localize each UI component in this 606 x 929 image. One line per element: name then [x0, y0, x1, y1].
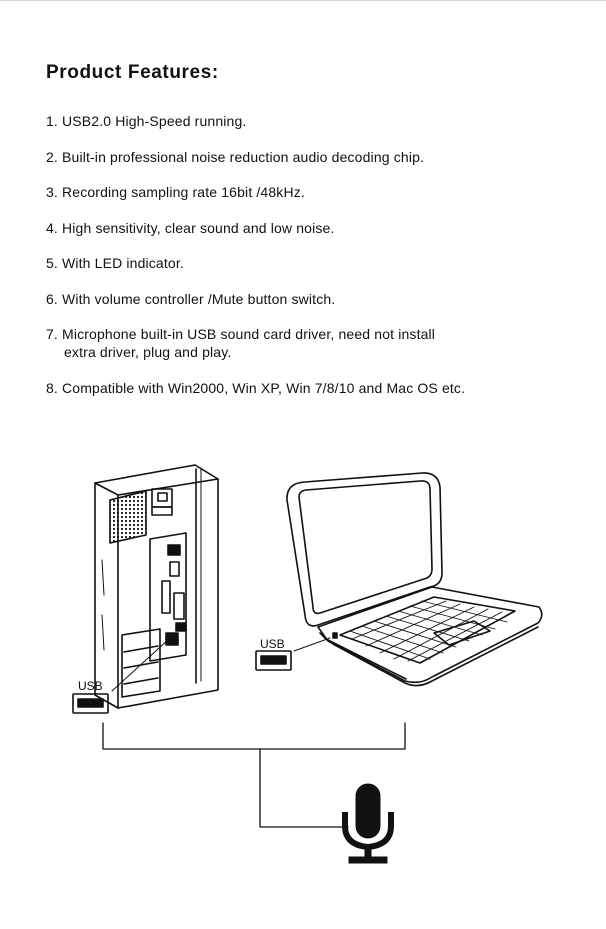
feature-text: 5. With LED indicator.: [46, 255, 184, 271]
feature-item-7: [46, 325, 435, 361]
feature-text: 6. With volume controller /Mute button switch.: [46, 291, 336, 307]
feature-text: 4. High sensitivity, clear sound and low noise.: [46, 220, 335, 236]
desktop-tower-icon: [95, 465, 218, 708]
laptop-icon: [287, 473, 542, 686]
feature-item-6: [46, 290, 335, 308]
page-title: Product Features:: [46, 62, 219, 83]
feature-text: 3. Recording sampling rate 16bit /48kHz.: [46, 184, 305, 200]
top-divider: [0, 0, 606, 1]
feature-item-5: [46, 254, 184, 272]
feature-text: 2. Built-in professional noise reduction audio decoding chip.: [46, 149, 425, 165]
feature-item-4: [46, 219, 335, 237]
usb-label-pc: USB: [78, 679, 103, 693]
usb-label-laptop: USB: [260, 637, 285, 651]
feature-item-2: [46, 148, 424, 166]
feature-text: 7. Microphone built-in USB sound card driver, need not install: [46, 326, 436, 342]
feature-item-1: [46, 112, 246, 130]
connection-illustration: [0, 455, 606, 875]
feature-text: 8. Compatible with Win2000, Win XP, Win 7/8/10 and Mac OS etc.: [46, 380, 466, 396]
feature-item-3: [46, 183, 305, 201]
feature-text-continued: extra driver, plug and play.: [64, 344, 232, 360]
feature-item-8: [46, 379, 465, 397]
microphone-icon: [345, 784, 391, 863]
feature-text: 1. USB2.0 High-Speed running.: [46, 113, 247, 129]
